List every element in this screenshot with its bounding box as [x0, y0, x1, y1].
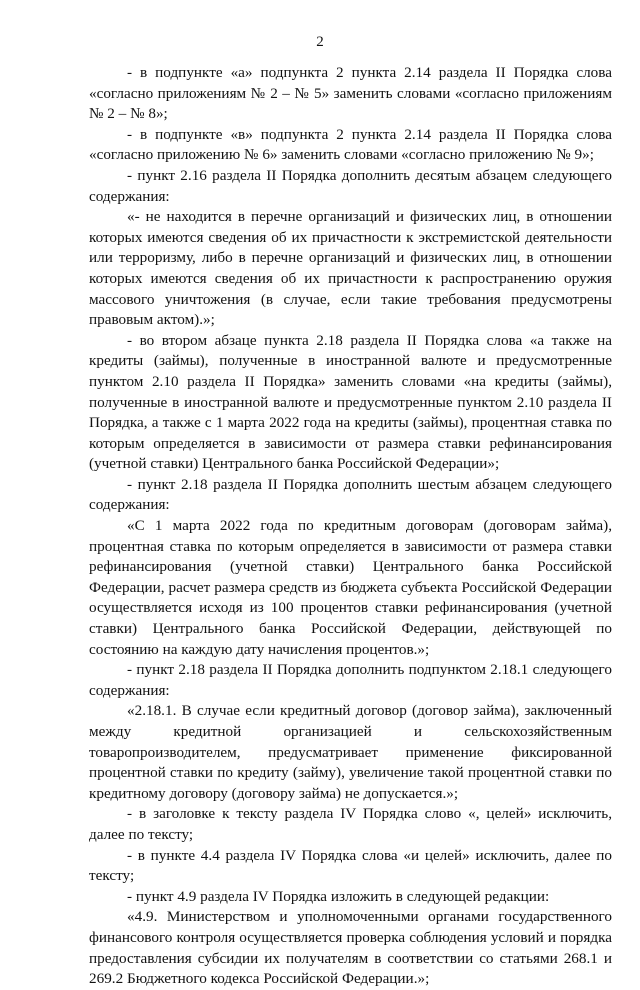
- paragraph-3: - пункт 2.16 раздела II Порядка дополнить десятым абзацем следующего содержания:: [89, 166, 612, 205]
- paragraph-12: - пункт 4.9 раздела IV Порядка изложить в следующей редакции:: [127, 887, 550, 905]
- document-body: [89, 63, 612, 990]
- paragraph-2: - в подпункте «в» подпункта 2 пункта 2.14 раздела II Порядка слова «согласно приложению № 6» заменить словами «согласно приложению № 9»;: [89, 125, 612, 164]
- paragraph-5: - во втором абзаце пункта 2.18 раздела II Порядка слова «а также на кредиты (займы), полученные в иностранной валюте и предусмотренные пунктом 2.10 раздела II Порядка» заменить словами «на кредиты (займы), полученные в иностранной валюте и предусмотренные пунктом 2.10 раздела II Порядка, а также с 1 марта 2022 года на кредиты (займы), процентная ставка по которым определяется в зависимости от размера ставки рефинансирования (учетной ставки) Центрального банка Российской Федерации»;: [89, 331, 612, 473]
- paragraph-1: - в подпункте «а» подпункта 2 пункта 2.14 раздела II Порядка слова «согласно приложениям № 2 – № 5» заменить словами «согласно приложениям № 2 – № 8»;: [89, 64, 612, 123]
- paragraph-9: «2.18.1. В случае если кредитный договор (договор займа), заключенный между кредитной организацией и сельскохозяйственным товаропроизводителем, предусматривает применение фиксированной процентной ставки по кредиту (займу), увеличение такой процентной ставки по кредитному договору (договору займа) не допускается.»;: [89, 702, 612, 802]
- paragraph-13: «4.9. Министерством и уполномоченными органами государственного финансового контроля осуществляется проверка соблюдения условий и порядка предоставления субсидии их получателям в соответствии со статьями 268.1 и 269.2 Бюджетного кодекса Российской Федерации.»;: [89, 908, 612, 988]
- paragraph-8: - пункт 2.18 раздела II Порядка дополнить подпунктом 2.18.1 следующего содержания:: [89, 661, 612, 699]
- page-number: 2: [316, 34, 324, 50]
- paragraph-4: «- не находится в перечне организаций и физических лиц, в отношении которых имеются сведения об их причастности к экстремистской деятельности или терроризму, либо в перечне организаций и физических лиц, в отношении которых имеются сведения об их причастности к распространению оружия массового уничтожения (в случае, если такие требования предусмотрены правовым актом).»;: [89, 208, 612, 329]
- paragraph-6: - пункт 2.18 раздела II Порядка дополнить шестым абзацем следующего содержания:: [89, 475, 612, 514]
- paragraph-7: «С 1 марта 2022 года по кредитным договорам (договорам займа), процентная ставка по которым определяется в зависимости от размера ставки рефинансирования (учетной ставки) Центрального банка Российской Федерации, расчет размера средств из бюджета субъекта Российской Федерации осуществляется исходя из 100 процентов ставки рефинансирования (учетной ставки) Центрального банка Российской Федерации, действующей по состоянию на каждую дату начисления процентов.»;: [89, 517, 612, 658]
- paragraph-11: - в пункте 4.4 раздела IV Порядка слова «и целей» исключить, далее по тексту;: [89, 846, 612, 885]
- paragraph-10: - в заголовке к тексту раздела IV Порядка слово «, целей» исключить, далее по тексту;: [89, 805, 612, 843]
